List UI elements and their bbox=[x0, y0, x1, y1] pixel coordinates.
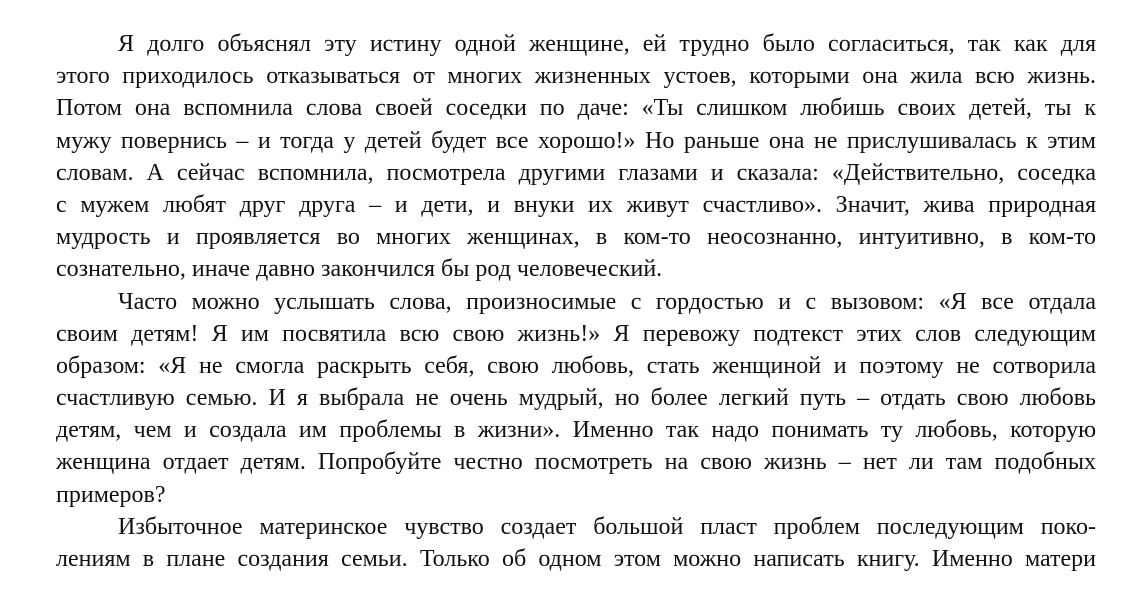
text-line: женщина отдает детям. Попробуйте честно посмотреть на свою жизнь – нет ли там подобных bbox=[56, 449, 1096, 476]
text-line: своим детям! Я им посвятила всю свою жизнь!» Я перевожу подтекст этих слов следующим bbox=[56, 320, 1096, 347]
text-line: словам. А сейчас вспомнила, посмотрела другими глазами и сказала: «Действительно, соседка bbox=[56, 159, 1096, 186]
document-page bbox=[56, 28, 1096, 575]
text-line: Избыточное материнское чувство создает большой пласт проблем последующим поко- bbox=[118, 513, 1096, 540]
text-line: этого приходилось отказываться от многих жизненных устоев, которыми она жила всю жизнь. bbox=[56, 63, 1096, 90]
text-line: Я долго объяснял эту истину одной женщине, ей трудно было согласиться, так как для bbox=[118, 31, 1096, 57]
text-line: с мужем любят друг друга – и дети, и внуки их живут счастливо». Значит, жива природная bbox=[56, 191, 1096, 218]
text-line: Потом она вспомнила слова своей соседки по даче: «Ты слишком любишь своих детей, ты к bbox=[56, 95, 1096, 122]
text-line: примеров? bbox=[56, 481, 166, 508]
text-line: детям, чем и создала им проблемы в жизни». Именно так надо понимать ту любовь, которую bbox=[56, 417, 1096, 444]
text-line: мудрость и проявляется во многих женщинах, в ком-то неосознанно, интуитивно, в ком-то bbox=[56, 224, 1096, 251]
text-line: сознательно, иначе давно закончился бы род человеческий. bbox=[56, 256, 663, 283]
paragraph-3 bbox=[56, 511, 1096, 575]
paragraph-2 bbox=[56, 286, 1096, 511]
text-line: мужу повернись – и тогда у детей будет все хорошо!» Но раньше она не прислушивалась к этим bbox=[56, 127, 1096, 154]
paragraph-1 bbox=[56, 28, 1096, 286]
text-line: лениям в плане создания семьи. Только об одном этом можно написать книгу. Именно матери bbox=[56, 546, 1096, 572]
text-line: Часто можно услышать слова, произносимые с гордостью и с вызовом: «Я все отдала bbox=[118, 288, 1096, 315]
text-line: образом: «Я не смогла раскрыть себя, свою любовь, стать женщиной и поэтому не сотворила bbox=[56, 352, 1096, 379]
text-line: счастливую семью. И я выбрала не очень мудрый, но более легкий путь – отдать свою любовь bbox=[56, 385, 1096, 412]
